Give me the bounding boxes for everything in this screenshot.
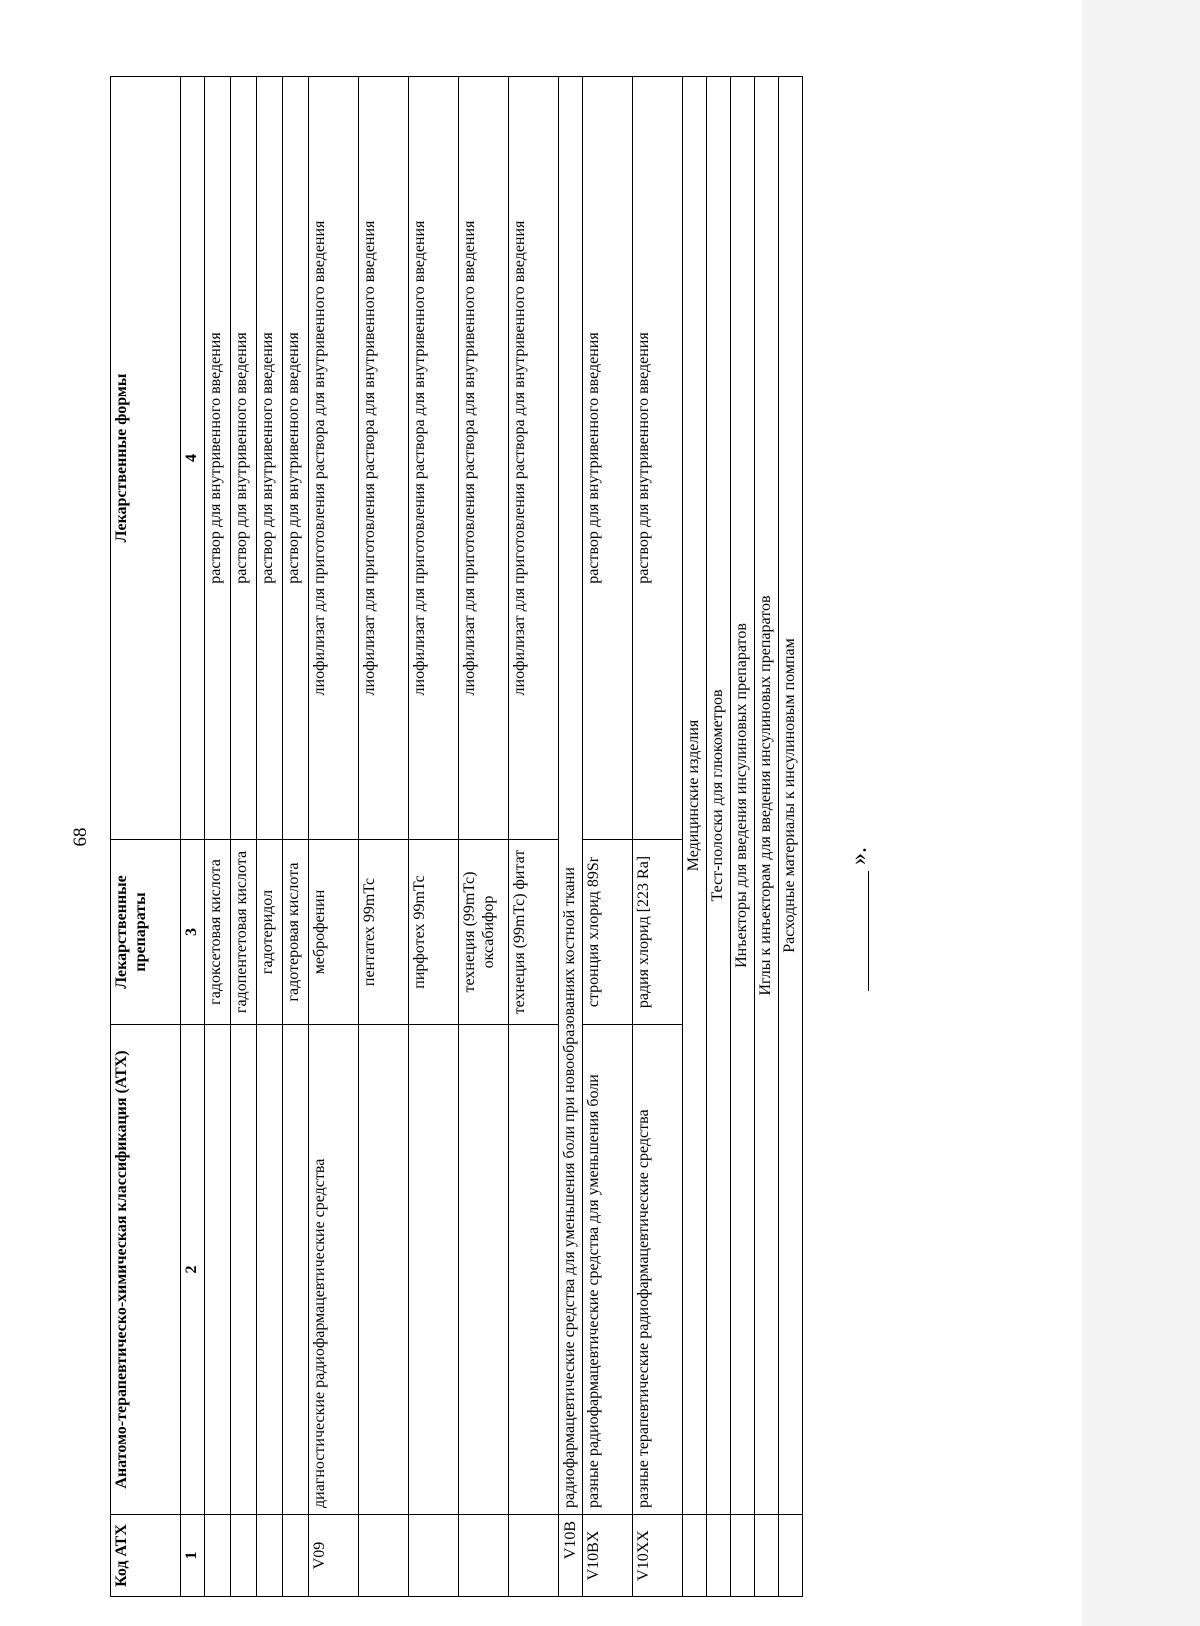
- medical-device-spacer: [683, 1515, 707, 1597]
- col-number-2: 2: [181, 1025, 205, 1515]
- cell-form: лиофилизат для приготовления раствора для внутривенного введения: [309, 77, 359, 840]
- section-code: V10B: [559, 1515, 583, 1597]
- cell-form: раствор для внутривенного введения: [283, 77, 309, 840]
- cell-code: [359, 1515, 409, 1597]
- cell-drug: пентатех 99mTc: [359, 840, 409, 1025]
- cell-form: раствор для внутривенного введения: [231, 77, 257, 840]
- cell-drug: радия хлорид [223 Ra]: [633, 840, 683, 1025]
- column-number-row: [181, 77, 205, 1597]
- cell-atc: [459, 1025, 509, 1515]
- table-row: [309, 77, 359, 1597]
- cell-form: раствор для внутривенного введения: [633, 77, 683, 840]
- table-row: [205, 77, 231, 1597]
- cell-atc: разные радиофармацевтические средства для уменьшения боли: [583, 1025, 633, 1515]
- cell-drug: меброфенин: [309, 840, 359, 1025]
- medical-device-item: Тест-полоски для глюкометров: [707, 77, 731, 1515]
- table-row: [509, 77, 559, 1597]
- cell-drug: стронция хлорид 89Sr: [583, 840, 633, 1025]
- table-row: [283, 77, 309, 1597]
- medical-devices-heading-row: [683, 77, 707, 1597]
- medical-device-item: Инъекторы для введения инсулиновых препаратов: [731, 77, 755, 1515]
- medical-device-item: Расходные материалы к инсулиновым помпам: [779, 77, 803, 1515]
- cell-code: [231, 1515, 257, 1597]
- cell-atc: [257, 1025, 283, 1515]
- cell-code: [509, 1515, 559, 1597]
- cell-atc: [205, 1025, 231, 1515]
- col-number-4: 4: [181, 77, 205, 840]
- table-row: [459, 77, 509, 1597]
- col-number-1: 1: [181, 1515, 205, 1597]
- closing-mark: [846, 77, 886, 1597]
- section-row: [559, 77, 583, 1597]
- cell-code: [409, 1515, 459, 1597]
- col-number-3: 3: [181, 840, 205, 1025]
- table-row: [359, 77, 409, 1597]
- cell-code: V10XX: [633, 1515, 683, 1597]
- table-row: [257, 77, 283, 1597]
- cell-atc: диагностические радиофармацевтические средства: [309, 1025, 359, 1515]
- header-drug: Лекарственные препараты: [111, 840, 181, 1025]
- header-atc: Анатомо-терапевтическо-химическая классификация (АТХ): [111, 1025, 181, 1515]
- drug-table: [110, 76, 803, 1597]
- cell-drug: гадотеровая кислота: [283, 840, 309, 1025]
- medical-device-spacer: [707, 1515, 731, 1597]
- cell-atc: [231, 1025, 257, 1515]
- cell-code: [459, 1515, 509, 1597]
- cell-drug: технеция (99mTc) фитат: [509, 840, 559, 1025]
- cell-atc: [509, 1025, 559, 1515]
- medical-devices-heading: Медицинские изделия: [683, 77, 707, 1515]
- rotated-page-content: [70, 77, 872, 1597]
- cell-drug: пирфотех 99mTc: [409, 840, 459, 1025]
- cell-atc: разные терапевтические радиофармацевтические средства: [633, 1025, 683, 1515]
- page-number: 68: [70, 827, 91, 847]
- cell-drug: гадотеридол: [257, 840, 283, 1025]
- cell-atc: [409, 1025, 459, 1515]
- table-header-row: [111, 77, 181, 1597]
- cell-code: V09: [309, 1515, 359, 1597]
- medical-device-spacer: [731, 1515, 755, 1597]
- cell-drug: гадопентетовая кислота: [231, 840, 257, 1025]
- closing-quote: ».: [846, 847, 872, 865]
- cell-code: [205, 1515, 231, 1597]
- cell-form: раствор для внутривенного введения: [583, 77, 633, 840]
- medical-device-row: [779, 77, 803, 1597]
- cell-code: V10BX: [583, 1515, 633, 1597]
- header-form: Лекарственные формы: [111, 77, 181, 840]
- cell-form: лиофилизат для приготовления раствора для внутривенного введения: [409, 77, 459, 840]
- header-code: Код АТХ: [111, 1515, 181, 1597]
- cell-code: [257, 1515, 283, 1597]
- cell-code: [283, 1515, 309, 1597]
- closing-underline: [868, 871, 869, 991]
- medical-device-spacer: [755, 1515, 779, 1597]
- table-row: [409, 77, 459, 1597]
- cell-form: лиофилизат для приготовления раствора для внутривенного введения: [459, 77, 509, 840]
- medical-device-item: Иглы к инъекторам для введения инсулиновых препаратов: [755, 77, 779, 1515]
- medical-device-row: [755, 77, 779, 1597]
- page-edge-strip: [1082, 0, 1200, 1626]
- table-row: [633, 77, 683, 1597]
- table-row: [583, 77, 633, 1597]
- cell-form: раствор для внутривенного введения: [257, 77, 283, 840]
- cell-form: лиофилизат для приготовления раствора для внутривенного введения: [359, 77, 409, 840]
- cell-form: раствор для внутривенного введения: [205, 77, 231, 840]
- medical-device-spacer: [779, 1515, 803, 1597]
- cell-atc: [359, 1025, 409, 1515]
- cell-atc: [283, 1025, 309, 1515]
- section-text: радиофармацевтические средства для уменьшения боли при новообразованиях костной ткани: [559, 77, 583, 1515]
- cell-form: лиофилизат для приготовления раствора для внутривенного введения: [509, 77, 559, 840]
- medical-device-row: [731, 77, 755, 1597]
- table-row: [231, 77, 257, 1597]
- medical-device-row: [707, 77, 731, 1597]
- cell-drug: технеция (99mTc) оксабифор: [459, 840, 509, 1025]
- cell-drug: гадоксетовая кислота: [205, 840, 231, 1025]
